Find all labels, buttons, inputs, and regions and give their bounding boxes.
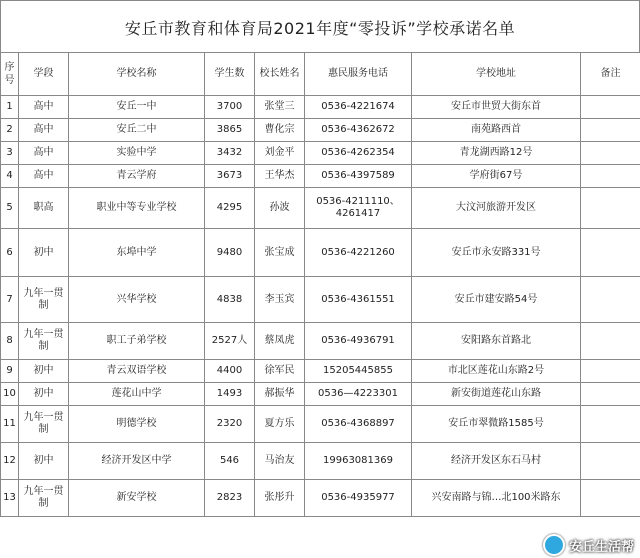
cell-note <box>581 323 640 360</box>
school-roster-table <box>0 52 640 517</box>
cell-no: 1 <box>1 96 19 119</box>
cell-students: 3673 <box>205 165 255 188</box>
table-row <box>1 142 640 165</box>
cell-no: 12 <box>1 443 19 480</box>
cell-principal: 王华杰 <box>255 165 305 188</box>
cell-school: 经济开发区中学 <box>69 443 205 480</box>
cell-phone: 0536-4221260 <box>305 229 412 277</box>
cell-note <box>581 119 640 142</box>
cell-no: 3 <box>1 142 19 165</box>
cell-address: 安丘市永安路331号 <box>412 229 581 277</box>
header-note: 备注 <box>581 53 640 96</box>
cell-students: 4295 <box>205 188 255 229</box>
cell-note <box>581 96 640 119</box>
cell-principal: 蔡凤虎 <box>255 323 305 360</box>
table-row <box>1 188 640 229</box>
cell-note <box>581 165 640 188</box>
cell-no: 9 <box>1 360 19 383</box>
cell-students: 546 <box>205 443 255 480</box>
cell-note <box>581 443 640 480</box>
cell-address: 学府街67号 <box>412 165 581 188</box>
cell-school: 莲花山中学 <box>69 383 205 406</box>
cell-no: 13 <box>1 480 19 517</box>
header-phone: 惠民服务电话 <box>305 53 412 96</box>
cell-students: 2527人 <box>205 323 255 360</box>
cell-level: 九年一贯制 <box>19 406 69 443</box>
cell-note <box>581 142 640 165</box>
cell-level: 高中 <box>19 119 69 142</box>
cell-phone: 0536-4368897 <box>305 406 412 443</box>
table-row <box>1 229 640 277</box>
cell-note <box>581 406 640 443</box>
table-row <box>1 480 640 517</box>
table-row <box>1 360 640 383</box>
cell-address: 经济开发区东石马村 <box>412 443 581 480</box>
cell-note <box>581 277 640 323</box>
cell-principal: 张宝成 <box>255 229 305 277</box>
cell-note <box>581 383 640 406</box>
cell-level: 初中 <box>19 383 69 406</box>
cell-principal: 郝振华 <box>255 383 305 406</box>
cell-address: 南苑路西首 <box>412 119 581 142</box>
cell-principal: 李玉宾 <box>255 277 305 323</box>
cell-address: 安丘市建安路54号 <box>412 277 581 323</box>
table-row <box>1 443 640 480</box>
cell-note <box>581 229 640 277</box>
app-logo-icon <box>543 534 565 556</box>
header-school: 学校名称 <box>69 53 205 96</box>
cell-note <box>581 480 640 517</box>
cell-level: 初中 <box>19 229 69 277</box>
table-header-row <box>1 53 640 96</box>
cell-principal: 曹化宗 <box>255 119 305 142</box>
cell-students: 4838 <box>205 277 255 323</box>
cell-address: 青龙湖西路12号 <box>412 142 581 165</box>
cell-level: 九年一贯制 <box>19 480 69 517</box>
cell-address: 大汶河旅游开发区 <box>412 188 581 229</box>
cell-address: 安丘市世贸大街东首 <box>412 96 581 119</box>
table-row <box>1 277 640 323</box>
cell-school: 安丘二中 <box>69 119 205 142</box>
table-row <box>1 119 640 142</box>
cell-principal: 张堂三 <box>255 96 305 119</box>
cell-principal: 夏方乐 <box>255 406 305 443</box>
cell-level: 职高 <box>19 188 69 229</box>
cell-no: 7 <box>1 277 19 323</box>
cell-students: 9480 <box>205 229 255 277</box>
cell-no: 2 <box>1 119 19 142</box>
cell-school: 明德学校 <box>69 406 205 443</box>
header-no: 序号 <box>1 53 19 96</box>
cell-principal: 孙波 <box>255 188 305 229</box>
cell-phone: 0536-4936791 <box>305 323 412 360</box>
cell-address: 安丘市翠微路1585号 <box>412 406 581 443</box>
cell-no: 10 <box>1 383 19 406</box>
cell-school: 新安学校 <box>69 480 205 517</box>
cell-school: 青云双语学校 <box>69 360 205 383</box>
cell-principal: 马治友 <box>255 443 305 480</box>
cell-no: 5 <box>1 188 19 229</box>
cell-no: 8 <box>1 323 19 360</box>
table-row <box>1 406 640 443</box>
cell-address: 市北区莲花山东路2号 <box>412 360 581 383</box>
watermark <box>543 534 634 556</box>
cell-school: 东埠中学 <box>69 229 205 277</box>
cell-principal: 张彤升 <box>255 480 305 517</box>
cell-students: 1493 <box>205 383 255 406</box>
cell-no: 11 <box>1 406 19 443</box>
cell-level: 高中 <box>19 142 69 165</box>
cell-principal: 徐军民 <box>255 360 305 383</box>
table-body <box>1 96 640 517</box>
cell-school: 职工子弟学校 <box>69 323 205 360</box>
cell-address: 兴安南路与锦…北100米路东 <box>412 480 581 517</box>
cell-school: 实验中学 <box>69 142 205 165</box>
cell-phone: 0536-4211110、4261417 <box>305 188 412 229</box>
cell-school: 职业中等专业学校 <box>69 188 205 229</box>
document-title: 安丘市教育和体育局2021年度“零投诉”学校承诺名单 <box>0 0 640 53</box>
cell-students: 3432 <box>205 142 255 165</box>
table-row <box>1 96 640 119</box>
cell-note <box>581 188 640 229</box>
cell-phone: 0536-4935977 <box>305 480 412 517</box>
cell-level: 高中 <box>19 165 69 188</box>
cell-level: 初中 <box>19 360 69 383</box>
cell-address: 安阳路东首路北 <box>412 323 581 360</box>
cell-note <box>581 360 640 383</box>
header-level: 学段 <box>19 53 69 96</box>
cell-level: 九年一贯制 <box>19 323 69 360</box>
header-students: 学生数 <box>205 53 255 96</box>
cell-students: 2320 <box>205 406 255 443</box>
cell-level: 九年一贯制 <box>19 277 69 323</box>
cell-level: 初中 <box>19 443 69 480</box>
header-address: 学校地址 <box>412 53 581 96</box>
cell-school: 安丘一中 <box>69 96 205 119</box>
cell-phone: 0536-4397589 <box>305 165 412 188</box>
cell-no: 4 <box>1 165 19 188</box>
table-row <box>1 383 640 406</box>
cell-students: 3865 <box>205 119 255 142</box>
cell-school: 兴华学校 <box>69 277 205 323</box>
table-row <box>1 165 640 188</box>
cell-no: 6 <box>1 229 19 277</box>
cell-school: 青云学府 <box>69 165 205 188</box>
header-principal: 校长姓名 <box>255 53 305 96</box>
cell-level: 高中 <box>19 96 69 119</box>
cell-students: 3700 <box>205 96 255 119</box>
cell-phone: 0536-4262354 <box>305 142 412 165</box>
cell-phone: 19963081369 <box>305 443 412 480</box>
cell-phone: 0536—4223301 <box>305 383 412 406</box>
cell-phone: 15205445855 <box>305 360 412 383</box>
cell-address: 新安街道莲花山东路 <box>412 383 581 406</box>
watermark-text: 安丘生活帮 <box>568 539 634 555</box>
cell-phone: 0536-4361551 <box>305 277 412 323</box>
cell-phone: 0536-4362672 <box>305 119 412 142</box>
cell-phone: 0536-4221674 <box>305 96 412 119</box>
cell-students: 4400 <box>205 360 255 383</box>
table-row <box>1 323 640 360</box>
cell-students: 2823 <box>205 480 255 517</box>
cell-principal: 刘金平 <box>255 142 305 165</box>
